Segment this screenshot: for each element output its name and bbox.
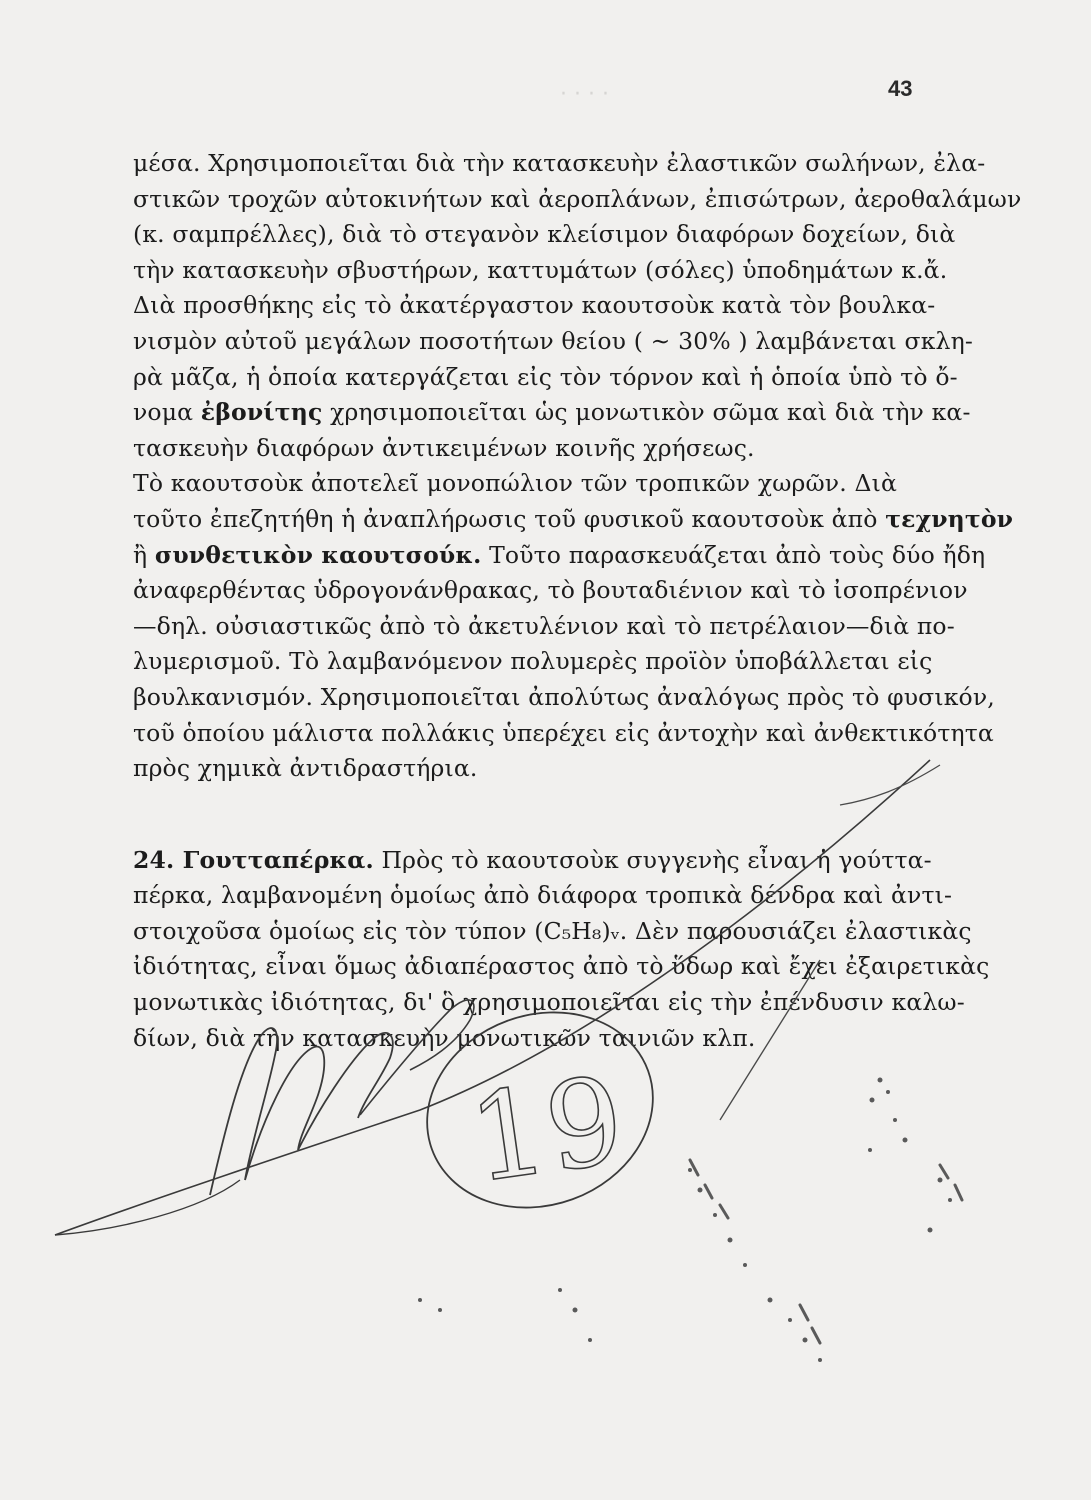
text-line: τὴν κατασκευὴν σβυστήρων, καττυμάτων (σόλες) ὑποδημάτων κ.ἄ.	[133, 255, 948, 284]
term-synthetic-rubber: συνθετικὸν καουτσούκ.	[154, 540, 482, 569]
text-fragment: ἢ	[133, 540, 155, 569]
text-line: μονωτικὰς ἰδιότητας, δι' ὃ χρησιμοποιεῖται εἰς τὴν ἐπένδυσιν καλω-	[133, 988, 965, 1017]
signature-scribble	[360, 1000, 474, 1115]
text-fragment: νομα	[133, 398, 201, 427]
text-line: ἰδιότητας, εἶναι ὅμως ἀδιαπέραστος ἀπὸ τὸ ὕδωρ καὶ ἔχει ἐξαιρετικὰς	[133, 952, 990, 981]
text-fragment: Πρὸς τὸ καουτσοὺκ συγγενὴς εἶναι ἡ γούττα-	[373, 845, 932, 874]
text-line: βουλκανισμόν. Χρησιμοποιεῖται ἀπολύτως ἀναλόγως πρὸς τὸ φυσικόν,	[133, 682, 995, 711]
text-line: ἀναφερθέντας ὑδρογονάνθρακας, τὸ βουταδιένιον καὶ τὸ ἰσοπρένιον	[133, 576, 968, 605]
handwritten-number: 19	[461, 1051, 633, 1211]
text-line: νισμὸν αὐτοῦ μεγάλων ποσοτήτων θείου ( ∼ 30% ) λαμβάνεται σκλη-	[133, 326, 973, 355]
text-line: πρὸς χημικὰ ἀντιδραστήρια.	[133, 754, 478, 783]
bleed-through-decoration: · · · ·	[560, 82, 609, 107]
signature-scribble	[210, 1028, 393, 1195]
text-fragment: τοῦτο ἐπεζητήθη ἡ ἀναπλήρωσις τοῦ φυσικοῦ καουτσοὺκ ἀπὸ	[133, 504, 886, 533]
text-line: (κ. σαμπρέλλες), διὰ τὸ στεγανὸν κλείσιμον διαφόρων δοχείων, διὰ	[133, 220, 956, 249]
term-synthetic: τεχνητὸν	[885, 504, 1014, 533]
page-number: 43	[888, 76, 913, 101]
paragraph-start: Τὸ καουτσοὺκ ἀποτελεῖ μονοπώλιον τῶν τροπικῶν χωρῶν. Διὰ	[133, 469, 897, 498]
text-line: τοῦ ὁποίου μάλιστα πολλάκις ὑπερέχει εἰς ἀντοχὴν καὶ ἀνθεκτικότητα	[133, 718, 994, 747]
text-line: μέσα. Χρησιμοποιεῖται διὰ τὴν κατασκευὴν ἐλαστικῶν σωλήνων, ἐλα-	[133, 149, 986, 177]
term-ebonite: ἐβονίτης	[200, 398, 323, 427]
text-fragment: χρησιμοποιεῖται ὡς μονωτικὸν σῶμα καὶ διὰ τὴν κα-	[322, 398, 971, 427]
text-line: στικῶν τροχῶν αὐτοκινήτων καὶ ἀεροπλάνων, ἐπισώτρων, ἀεροθαλάμων	[133, 184, 1022, 213]
text-line: τασκευὴν διαφόρων ἀντικειμένων κοινῆς χρήσεως.	[133, 433, 755, 462]
text-line: στοιχοῦσα ὁμοίως εἰς τὸν τύπον (C₅H₈)ᵥ. Δὲν παρουσιάζει ἐλαστικὰς	[133, 916, 972, 945]
text-line: λυμερισμοῦ. Τὸ λαμβανόμενον πολυμερὲς προϊὸν ὑποβάλλεται εἰς	[133, 647, 933, 676]
stamp-ticks	[690, 1160, 962, 1343]
text-line: ρὰ μᾶζα, ἡ ὁποία κατεργάζεται εἰς τὸν τόρνον καὶ ἡ ὁποία ὑπὸ τὸ ὄ-	[133, 362, 958, 391]
text-line: —δηλ. οὐσιαστικῶς ἀπὸ τὸ ἀκετυλένιον καὶ τὸ πετρέλαιον—διὰ πο-	[133, 611, 955, 640]
paragraph-start: Διὰ προσθήκης εἰς τὸ ἀκατέργαστον καουτσοὺκ κατὰ τὸν βουλκα-	[133, 291, 936, 320]
text-line: δίων, διὰ τὴν κατασκευὴν μονωτικῶν ταινιῶν κλπ.	[133, 1023, 756, 1052]
section-heading: 24. Γουτταπέρκα.	[133, 845, 374, 874]
margin-stroke	[720, 960, 820, 1120]
text-fragment: Τοῦτο παρασκευάζεται ἀπὸ τοὺς δύο ἤδη	[481, 540, 986, 569]
text-line: πέρκα, λαμβανομένη ὁμοίως ἀπὸ διάφορα τροπικὰ δένδρα καὶ ἀντι-	[133, 881, 953, 910]
margin-stroke	[840, 765, 940, 805]
